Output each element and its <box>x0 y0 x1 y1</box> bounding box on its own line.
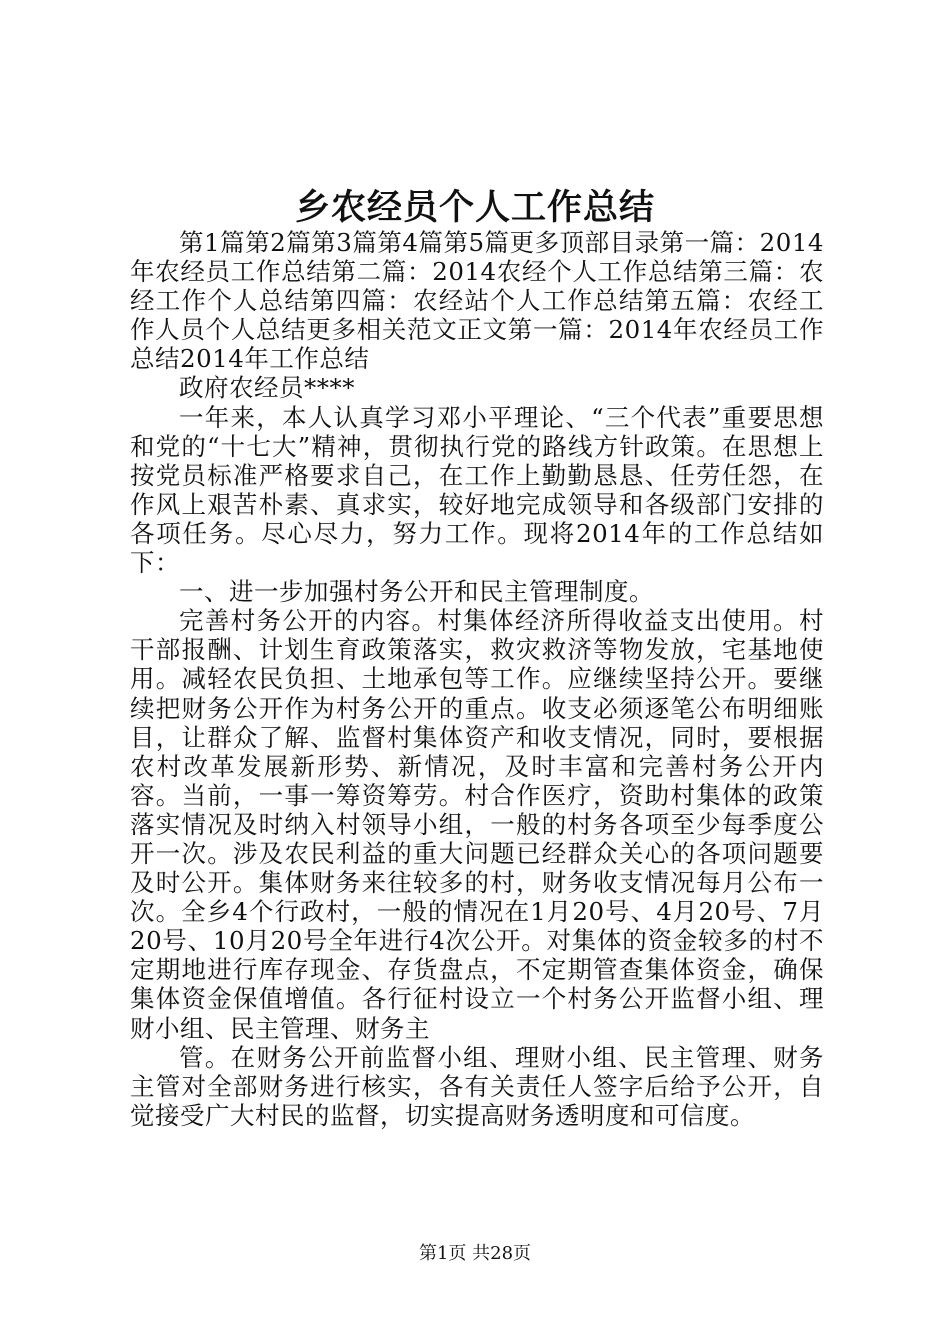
paragraph-body-continued: 管。在财务公开前监督小组、理财小组、民主管理、财务主管对全部财务进行核实，各有关责任人签字后给予公开，自觉接受广大村民的监督，切实提高财务透明度和可信度。 <box>130 1042 824 1130</box>
paragraph-toc: 第1篇第2篇第3篇第4篇第5篇更多顶部目录第一篇：2014年农经员工作总结第二篇：2014农经个人工作总结第三篇：农经工作个人总结第四篇：农经站个人工作总结第五篇：农经工作人员个人总结更多相关范文正文第一篇：2014年农经员工作总结2014年工作总结 <box>130 228 824 374</box>
document-title: 乡农经员个人工作总结 <box>294 187 655 228</box>
section-heading: 一、进一步加强村务公开和民主管理制度。 <box>179 577 654 607</box>
page-footer: 第1页 共28页 <box>418 1243 532 1264</box>
document-body <box>130 228 824 1130</box>
paragraph-body: 完善村务公开的内容。村集体经济所得收益支出使用。村干部报酬、计划生育政策落实，救灾救济等物发放，宅基地使用。减轻农民负担、土地承包等工作。应继续坚持公开。要继续把财务公开作为村务公开的重点。收支必须逐笔公布明细账目，让群众了解、监督村集体资产和收支情况，同时，要根据农村改革发展新形势、新情况，及时丰富和完善村务公开内容。当前，一事一筹资筹劳。村合作医疗，资助村集体的政策落实情况及时纳入村领导小组，一般的村务各项至少每季度公开一次。涉及农民利益的重大问题已经群众关心的各项问题要及时公开。集体财务来往较多的村，财务收支情况每月公布一次。全乡4个行政村，一般的情况在1月20号、4月20号、7月20号、10月20号全年进行4次公开。对集体的资金较多的村不定期地进行库存现金、存货盘点，不定期管查集体资金，确保集体资金保值增值。各行征村设立一个村务公开监督小组、理财小组、民主管理、财务主 <box>130 606 824 1043</box>
paragraph-intro: 一年来，本人认真学习邓小平理论、“三个代表”重要思想和党的“十七大”精神，贯彻执行党的路线方针政策。在思想上按党员标准严格要求自己，在工作上勤勤恳恳、任劳任怨，在作风上艰苦朴素、真求实，较好地完成领导和各级部门安排的各项任务。尽心尽力，努力工作。现将2014年的工作总结如下： <box>130 402 824 578</box>
paragraph-author: 政府农经员**** <box>179 373 355 403</box>
